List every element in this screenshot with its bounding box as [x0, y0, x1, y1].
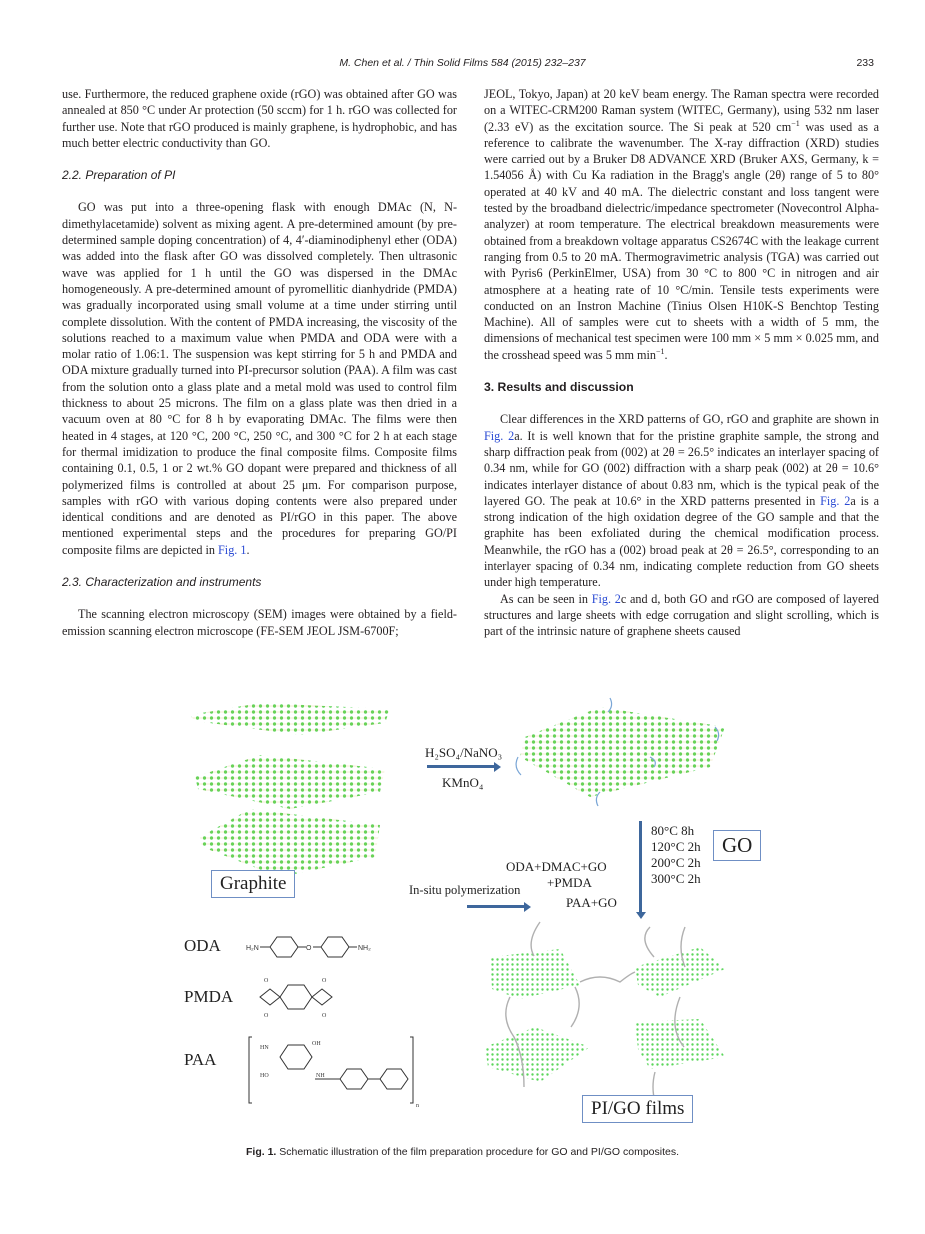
mix-step-2: +PMDA: [547, 875, 592, 890]
paragraph: [484, 591, 879, 640]
svg-text:H₂N: H₂N: [246, 945, 259, 952]
svg-text:NH: NH: [316, 1073, 325, 1079]
pmda-structure: [260, 978, 332, 1019]
paragraph-text: a. It is well known that for the pristine graphite sample, the strong and sharp diffraction peak from (002) at 2θ = 26.5° indicates an interlayer spacing of 0.34 nm, while for GO (002) diffraction with a sharp peak (002) at 2θ = 10.6° indicates interlayer distance of about 0.83 nm, which is the typical peak of the layered GO. The peak at 10.6° in the XRD patterns presented in: [484, 428, 879, 508]
fig-2-link[interactable]: Fig. 2: [820, 493, 851, 508]
svg-text:n: n: [416, 1103, 419, 1109]
figure-1: [180, 697, 780, 1137]
pigo-films: [485, 922, 725, 1122]
oxidation-arrow: [427, 765, 495, 768]
running-header: [0, 57, 925, 71]
paragraph: [484, 86, 879, 363]
reagent-h2so4-nano3: H₂SO₄/NaNO₃: [425, 745, 503, 760]
paragraph: use. Furthermore, the reduced graphene oxide (rGO) was obtained after GO was annealed at 850 °C under Ar protection (50 sccm) for 1 h. rGO was collected for further use. Note that rGO produced is mainly graphene, is hydrophobic, and has much better electric conductivity than GO.: [62, 87, 457, 150]
figure-caption: [0, 1146, 925, 1158]
pigo-films-label: PI/GO films: [582, 1095, 693, 1123]
left-column: [62, 86, 457, 639]
svg-text:O: O: [306, 945, 312, 952]
paragraph-text: .: [246, 542, 250, 557]
caption-label: Fig. 1.: [245, 1146, 277, 1158]
reagent-kmno4: KMnO₄: [442, 775, 484, 790]
section-heading-2-3: 2.3. Characterization and instruments: [62, 575, 262, 590]
paa-label: PAA: [184, 1050, 217, 1069]
paragraph-text: Clear differences in the XRD patterns of GO, rGO and graphite are shown in: [500, 412, 879, 427]
graphite-layers: [190, 703, 390, 877]
svg-text:O: O: [322, 1013, 327, 1019]
go-sheet: [516, 698, 725, 806]
heat-step: 120°C 2h: [651, 839, 701, 854]
journal-citation: M. Chen et al. / Thin Solid Films 584 (2015) 232–237: [339, 57, 586, 69]
superscript: −1: [791, 118, 800, 128]
heat-step: 200°C 2h: [651, 855, 701, 870]
paragraph: The scanning electron microscopy (SEM) images were obtained by a field-emission scanning electron microscope (FE-SEM JEOL JSM-6700F;: [62, 607, 457, 638]
svg-text:OH: OH: [312, 1041, 321, 1047]
paragraph-text: c and d, both GO and rGO are composed of layered structures and large sheets with edge corrugation and slight scrolling, which is part of the intrinsic nature of graphene sheets caused: [484, 591, 879, 639]
heat-step: 300°C 2h: [651, 871, 701, 886]
superscript: −1: [655, 346, 665, 356]
paragraph-text: a is a strong indication of the high oxidation degree of the GO sample and that the graphite has been exfoliated during the chemical modification process. Meanwhile, the rGO has a (002) broad peak at 2θ = 26.5°, corresponding to an interlayer spacing of 0.34 nm, indicating complete reduction from GO sheets under high temperature.: [484, 493, 879, 590]
schematic-illustration: [180, 697, 780, 1137]
oda-label: ODA: [184, 936, 221, 955]
mix-step-3: PAA+GO: [566, 895, 617, 910]
paragraph-text: JEOL, Tokyo, Japan) at 20 keV beam energy. The Raman spectra were recorded on a WITEC-CRM200 Raman system (WITEC, Germany), using 532 nm laser (2.33 eV) as the excitation source. The Si peak at 520 cm: [484, 87, 879, 134]
paa-structure: [249, 1037, 419, 1109]
paragraph-text: .: [664, 347, 668, 362]
fig-2-link[interactable]: Fig. 2: [591, 591, 621, 606]
paragraph: [484, 411, 879, 590]
fig-2-link[interactable]: Fig. 2: [484, 428, 515, 443]
paragraph-text: was used as a reference to calibrate the wavenumber. The X-ray diffraction (XRD) studies were carried out by a Bruker D8 ADVANCE XRD (Bruker AXS, Germany, k = 1.54056 Å) with Cu Ka radiation in the Bragg's angle (2θ) range of 5 to 80° operated at 40 kV and 40 mA. The dielectric constant and loss tangent were tested by the broadband dielectric/impedance spectrometer (Novecontrol Alpha-analyzer) at room temperature. The electrical breakdown measurements were obtained from a breakdown voltage apparatus CS2674C with the leakage current ranging from 0.5 to 20 mA. Thermogravimetric analysis (TGA) was carried out with Pyris6 (PerkinElmer, USA) from 30 °C to 800 °C in nitrogen and air atmosphere at a heating rate of 10 °C/min. Tensile tests experiments were conducted on an Instron Machine (Tinius Olsen H10K-S Benchtop Testing Machine). All of samples were cut to sheets with a width of 5 mm, the dimensions of mechanical test specimen were 100 mm × 5 mm × 0.025 mm, and the crosshead speed was 5 mm min: [484, 119, 879, 362]
section-heading-2-2: 2.2. Preparation of PI: [62, 168, 176, 183]
oda-structure: [246, 937, 371, 957]
pmda-label: PMDA: [184, 987, 234, 1006]
paragraph: [62, 199, 457, 558]
svg-text:NH₂: NH₂: [358, 945, 371, 952]
caption-text: Schematic illustration of the film preparation procedure for GO and PI/GO composites.: [276, 1146, 680, 1158]
mix-step-1: ODA+DMAC+GO: [506, 859, 607, 874]
right-column: [484, 86, 879, 640]
polymerization-arrow: [467, 905, 525, 908]
page-number: 233: [856, 57, 874, 69]
graphite-label: Graphite: [211, 870, 295, 898]
svg-text:O: O: [322, 978, 327, 984]
svg-text:O: O: [264, 978, 269, 984]
paragraph-text: GO was put into a three-opening flask with enough DMAc (N, N-dimethylacetamide) solvent as mixing agent. A pre-determined amount (by pre-determined sample doping concentration) of 4, 4′-diaminodiphenyl ether (ODA) was added into the flask after GO was dissolved completely. Then ultrasonic wave was applied for 1 h until the GO was dispersed in the DMAc homogeneously. A pre-determined amount of pyromellitic dianhydride (PMDA) was gradually incorporated using small volume at a time under stirring until complete dissolution. With the content of PMDA increasing, the viscosity of the solutions reached to a maximum value when PMDA and ODA were with a molar ratio of 1.06:1. The suspension was kept stirring for 5 h and PMDA and ODA mixture gradually turned into PI-precursor solution (PAA). A film was cast from the solution onto a glass plate and a metal mold was used to control film thickness to about 25 microns. The film on a glass plate was then dried in a vacuum oven at 80 °C for 8 h by evaporating DMAc. The films were then heated in 4 stages, at 120 °C, 200 °C, 250 °C, and 300 °C for 2 h at each stage for thermal imidization to produce the final composite films. Composite films containing 0.1, 0.5, 1 or 2 wt.% GO dopant were prepared and thickness of all polymerized films is controlled at about 25 μm. For comparison purpose, samples with rGO with various doping contents were also prepared under identical conditions and are denoted as PI/rGO in this paper. The above mentioned experimental steps and the procedures for preparing GO/PI composite films are depicted in: [62, 200, 457, 557]
heating-arrow: [639, 821, 642, 913]
heating-schedule: [651, 823, 701, 887]
section-heading-3: 3. Results and discussion: [484, 380, 634, 395]
svg-text:HO: HO: [260, 1073, 269, 1079]
heat-step: 80°C 8h: [651, 823, 695, 838]
go-label: GO: [713, 830, 761, 861]
svg-text:O: O: [264, 1013, 269, 1019]
in-situ-polymerization-label: In-situ polymerization: [409, 883, 521, 897]
svg-text:HN: HN: [260, 1045, 269, 1051]
paragraph-text: As can be seen in: [500, 591, 592, 606]
fig-1-link[interactable]: Fig. 1: [218, 542, 247, 557]
